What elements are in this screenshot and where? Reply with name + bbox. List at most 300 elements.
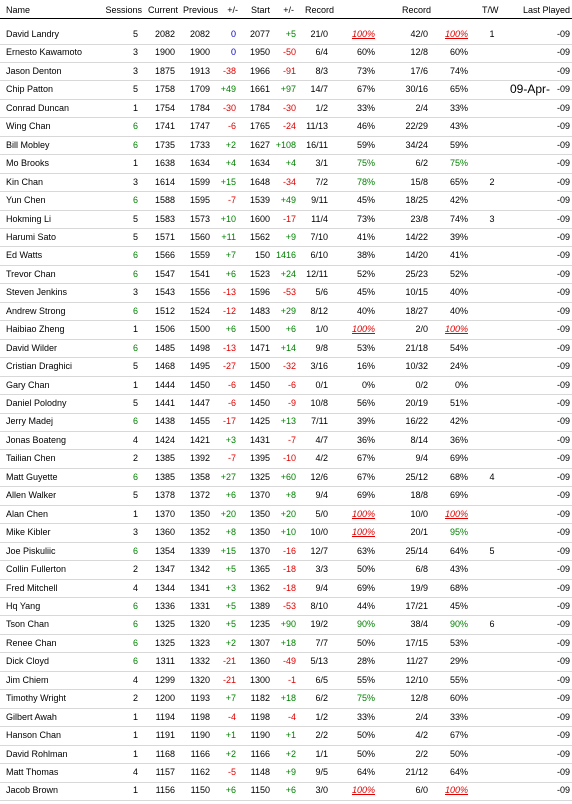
record-games: 21/18 [405,342,428,353]
table-row [0,80,572,100]
change-start: -24 [282,121,296,132]
header-record-2: Record [402,5,432,15]
player-name: Mike Kibler [6,527,51,538]
record-session: 8/10 [310,600,328,611]
record-session: 3/16 [310,361,328,372]
change-start: -91 [282,65,296,76]
player-name: Hanson Chan [6,730,62,741]
current-rating: 1638 [154,158,175,169]
record-games-pct: 24% [449,361,468,372]
record-games: 38/4 [410,619,428,630]
table-row [0,579,572,599]
previous-rating: 1350 [189,508,210,519]
current-rating: 1571 [154,231,175,242]
record-games: 6/2 [415,158,428,169]
start-rating: 1198 [250,711,270,722]
start-rating: 1562 [249,231,270,242]
sessions-value: 4 [132,674,138,685]
record-games-pct: 69% [449,490,468,501]
sessions-value: 5 [132,29,138,39]
record-session-pct: 78% [356,176,375,187]
start-rating: 1539 [249,195,270,206]
change-previous: +2 [225,637,236,648]
previous-rating: 1332 [189,656,210,667]
previous-rating: 1162 [190,767,210,777]
change-start: +4 [285,158,296,169]
current-rating: 1438 [154,416,175,427]
record-games: 34/24 [405,139,428,150]
player-name: Jonas Boateng [6,434,67,445]
change-previous: -30 [222,102,236,113]
record-session-pct: 69% [356,490,375,501]
start-rating: 1235 [249,619,270,630]
record-games-pct: 29% [449,656,468,667]
change-previous: -6 [227,379,236,390]
change-start: -32 [282,361,296,372]
record-session: 7/7 [315,637,328,648]
tw-rank [480,505,504,523]
record-session-pct: 50% [356,730,375,741]
player-name: Conrad Duncan [6,102,70,113]
start-rating: 1166 [250,748,270,759]
sessions-value: 3 [132,287,138,298]
previous-rating: 1372 [189,490,210,501]
tw-rank [480,62,504,80]
start-rating: 1661 [249,84,270,95]
sessions-value: 2 [132,453,138,464]
last-played: -09 [556,84,570,95]
current-rating: 1444 [154,379,175,390]
change-start: -16 [282,545,296,556]
current-rating: 1758 [154,84,175,95]
record-games: 17/6 [410,65,428,76]
record-session-pct: 55% [356,674,375,685]
change-start: 1416 [275,250,296,261]
start-rating: 1360 [249,656,270,667]
record-games: 19/9 [410,582,428,593]
start-rating: 1966 [249,65,270,76]
change-start: -53 [282,287,296,298]
last-played: -09 [556,231,570,242]
record-session-pct: 69% [356,582,375,593]
start-rating: 1596 [249,287,270,298]
change-previous: +8 [225,527,236,538]
tw-rank [480,708,504,726]
change-previous: -13 [222,342,236,353]
table-row [0,597,572,617]
previous-rating: 1913 [189,65,210,76]
record-session-pct: 63% [356,545,375,556]
previous-rating: 1524 [189,305,210,316]
last-played: -09 [556,674,570,685]
change-previous: -13 [222,287,236,298]
record-session: 11/4 [311,213,328,224]
table-row [0,62,572,82]
sessions-value: 6 [132,545,138,556]
record-session: 3/3 [315,564,328,575]
player-name: Renee Chan [6,637,57,648]
record-session: 9/5 [315,767,328,777]
player-name: Matt Guyette [6,471,58,482]
record-games-pct: 60% [449,47,468,58]
table-row [0,708,572,728]
change-previous: +3 [225,582,236,593]
start-rating: 1648 [249,176,270,187]
record-session-pct: 67% [356,453,375,464]
change-previous: -4 [227,711,236,722]
sessions-value: 6 [132,619,138,630]
sessions-value: 6 [132,600,138,611]
current-rating: 1543 [154,287,175,298]
previous-rating: 1166 [190,748,210,759]
tw-rank [480,689,504,707]
previous-rating: 1747 [189,121,210,132]
change-previous: +2 [225,139,236,150]
last-played: -09 [556,564,570,575]
player-name: Bill Mobley [6,139,50,150]
sessions-value: 1 [132,379,138,390]
change-previous: +15 [220,176,236,187]
player-name: Timothy Wright [6,693,67,704]
previous-rating: 1190 [190,730,210,741]
record-session: 5/13 [310,656,328,667]
previous-rating: 1784 [189,102,210,113]
player-name: Andrew Strong [6,305,66,316]
sessions-value: 3 [132,527,138,538]
last-played: -09 [556,490,570,501]
record-session: 4/2 [315,453,328,464]
sessions-value: 4 [132,582,138,593]
header-change-start: +/- [283,5,294,15]
start-rating: 1425 [249,416,270,427]
start-rating: 1431 [249,434,270,445]
sessions-value: 6 [132,416,138,427]
table-row [0,265,572,285]
change-previous: +5 [225,619,236,630]
last-played: -09 [556,434,570,445]
last-played: -09 [556,305,570,316]
previous-rating: 1498 [189,342,210,353]
record-games-pct: 33% [449,711,468,722]
tw-rank [480,781,504,799]
table-row [0,745,572,765]
change-start: +6 [285,785,296,796]
record-session: 8/12 [310,305,328,316]
record-games: 16/22 [405,416,428,427]
previous-rating: 1320 [189,619,210,630]
start-rating: 1950 [249,47,270,58]
start-rating: 1182 [250,693,270,704]
record-games: 10/0 [410,508,428,519]
record-session: 6/4 [315,47,328,58]
change-start: +6 [285,324,296,335]
previous-rating: 1560 [189,231,210,242]
tw-rank: 4 [489,471,495,482]
record-games: 42/0 [410,29,428,39]
record-session: 4/7 [315,434,328,445]
player-name: Joe Piskuliic [6,545,56,556]
sessions-value: 6 [132,139,138,150]
player-name: Steven Jenkins [6,287,68,298]
record-session: 16/11 [306,139,328,150]
current-rating: 1378 [154,490,175,501]
record-session: 1/2 [315,102,328,113]
record-session: 6/2 [315,693,328,704]
start-rating: 1500 [249,361,270,372]
player-name: Ed Watts [6,250,43,261]
tw-rank [480,634,504,652]
sessions-value: 1 [132,730,138,741]
current-rating: 1754 [154,102,175,113]
current-rating: 1325 [154,637,175,648]
current-rating: 1512 [154,305,175,316]
sessions-value: 4 [132,434,138,445]
table-row [0,523,572,543]
change-previous: +49 [220,84,236,95]
last-played: -09 [556,102,570,113]
header-last-played: Last Played [522,5,570,15]
change-start: +97 [280,84,296,95]
start-rating: 1600 [249,213,270,224]
change-start: -10 [282,453,296,464]
record-session-pct: 39% [356,416,375,427]
last-played: -09 [556,361,570,372]
start-rating: 1395 [249,453,270,464]
last-played: -09 [556,545,570,556]
current-rating: 1370 [154,508,175,519]
last-played: -09 [556,268,570,279]
previous-rating: 1341 [189,582,210,593]
current-rating: 1741 [154,121,175,132]
change-start: +8 [285,490,296,501]
previous-rating: 1331 [189,600,210,611]
record-session-pct: 45% [356,287,375,298]
player-name: Ernesto Kawamoto [6,47,83,58]
change-start: +9 [285,231,296,242]
last-played: -09 [556,693,570,704]
record-session-pct: 33% [356,711,375,722]
change-start: -18 [282,582,296,593]
table-row [0,689,572,709]
record-games: 25/14 [405,545,428,556]
record-games: 6/8 [415,564,428,575]
tw-rank [480,745,504,763]
current-rating: 1583 [154,213,175,224]
tw-rank: 5 [489,545,495,556]
change-previous: -17 [222,416,236,427]
last-played: -09 [556,324,570,335]
change-start: +2 [285,748,296,759]
record-games: 25/12 [405,471,428,482]
record-games-pct: 42% [449,195,468,206]
sessions-value: 5 [132,231,138,242]
previous-rating: 1450 [189,379,210,390]
table-row [0,136,572,156]
record-games: 25/23 [405,268,428,279]
start-rating: 1350 [249,508,270,519]
sessions-value: 2 [132,564,138,575]
table-row [0,468,572,488]
change-previous: -7 [227,453,236,464]
table-row [0,376,572,396]
current-rating: 1735 [154,139,175,150]
table-row [0,283,572,303]
previous-rating: 1559 [189,250,210,261]
record-session-pct: 67% [356,471,375,482]
start-rating: 150 [254,250,270,261]
change-previous: -6 [227,121,236,132]
record-session: 10/0 [310,527,328,538]
previous-rating: 1198 [190,711,210,722]
header-record-1: Record [305,5,335,15]
table-row [0,246,572,266]
previous-rating: 1573 [189,213,210,224]
sessions-value: 5 [132,84,138,95]
change-previous: +5 [225,600,236,611]
table-row [0,781,572,801]
current-rating: 1325 [154,619,175,630]
change-previous: +5 [225,564,236,575]
player-name: David Rohlman [6,748,68,759]
record-games-pct: 43% [449,564,468,575]
record-games-pct: 100% [444,785,468,796]
sessions-value: 1 [132,158,138,169]
record-games: 9/4 [415,453,428,464]
start-rating: 1148 [250,767,270,777]
record-games: 14/22 [405,231,428,242]
record-games-pct: 39% [449,231,468,242]
change-start: -53 [282,600,296,611]
record-session-pct: 50% [356,637,375,648]
sessions-value: 2 [132,693,138,704]
record-games-pct: 33% [449,102,468,113]
tw-rank [480,191,504,209]
current-rating: 1424 [154,434,175,445]
record-games: 11/27 [406,656,428,667]
tw-rank [480,486,504,504]
record-games-pct: 65% [449,176,468,187]
record-session: 7/2 [315,176,328,187]
record-games: 15/8 [410,176,428,187]
start-rating: 1765 [249,121,270,132]
change-start: +5 [285,29,296,39]
record-games-pct: 54% [449,342,468,353]
start-rating: 1523 [249,268,270,279]
record-games-pct: 45% [449,600,468,611]
change-previous: -27 [222,361,236,372]
tw-rank [480,302,504,320]
tw-rank [480,99,504,117]
change-start: +18 [280,693,296,704]
start-rating: 1325 [249,471,270,482]
header-name: Name [6,5,31,15]
record-games: 12/10 [405,674,428,685]
record-games: 20/19 [405,398,428,408]
start-rating: 1307 [249,637,270,648]
table-row [0,43,572,63]
table-row [0,99,572,119]
record-games-pct: 75% [449,158,468,169]
sessions-value: 5 [132,213,138,224]
previous-rating: 1556 [189,287,210,298]
current-rating: 1347 [154,564,175,575]
sessions-value: 1 [132,785,138,796]
header-tw: T/W [482,5,499,15]
table-row [0,615,572,635]
tw-rank: 2 [489,176,495,187]
record-games-pct: 50% [449,748,468,759]
table-row [0,412,572,432]
last-played: -09 [556,287,570,298]
change-previous: +15 [220,545,236,556]
change-start: -4 [287,711,296,722]
record-session: 5/0 [315,508,328,519]
record-games-pct: 53% [449,637,468,648]
last-played: -09 [556,29,570,39]
tw-rank [480,283,504,301]
tw-rank: 1 [489,29,495,39]
tw-rank [480,597,504,615]
tw-rank: 3 [489,213,495,224]
sessions-value: 6 [132,342,138,353]
change-previous: 0 [230,29,236,39]
player-name: David Landry [6,29,60,39]
previous-rating: 1339 [189,545,210,556]
last-played: -09 [556,711,570,722]
current-rating: 2082 [154,29,175,39]
sessions-value: 6 [132,471,138,482]
record-games: 30/16 [405,84,428,95]
change-previous: +1 [225,730,236,741]
last-played: -09 [556,176,570,187]
player-name: Daniel Polodny [6,398,67,408]
current-rating: 1506 [154,324,175,335]
previous-rating: 1599 [189,176,210,187]
player-name: Haibiao Zheng [6,324,65,335]
record-session: 14/7 [310,84,328,95]
record-games: 2/2 [415,748,428,759]
last-played: -09 [556,379,570,390]
current-rating: 1344 [154,582,175,593]
record-session: 10/8 [310,398,328,408]
change-start: +24 [280,268,296,279]
record-session-pct: 73% [356,65,375,76]
change-start: -17 [282,213,296,224]
player-name: Alan Chen [6,508,49,519]
sessions-value: 3 [132,176,138,187]
record-games-pct: 64% [449,545,468,556]
tw-rank [480,246,504,264]
start-rating: 1370 [249,490,270,501]
last-played: -09 [556,619,570,630]
player-name: Jerry Madej [6,416,54,427]
record-session-pct: 100% [351,29,375,39]
record-games: 2/4 [415,102,428,113]
last-played: -09 [556,748,570,759]
record-session-pct: 100% [351,785,375,796]
table-row [0,634,572,654]
previous-rating: 1595 [189,195,210,206]
previous-rating: 1320 [189,674,210,685]
current-rating: 1875 [154,65,175,76]
start-rating: 1300 [249,674,270,685]
current-rating: 1354 [154,545,175,556]
previous-rating: 1421 [189,434,210,445]
record-session-pct: 33% [356,102,375,113]
last-played: -09 [556,656,570,667]
record-session-pct: 40% [356,305,375,316]
sessions-value: 4 [132,767,138,777]
